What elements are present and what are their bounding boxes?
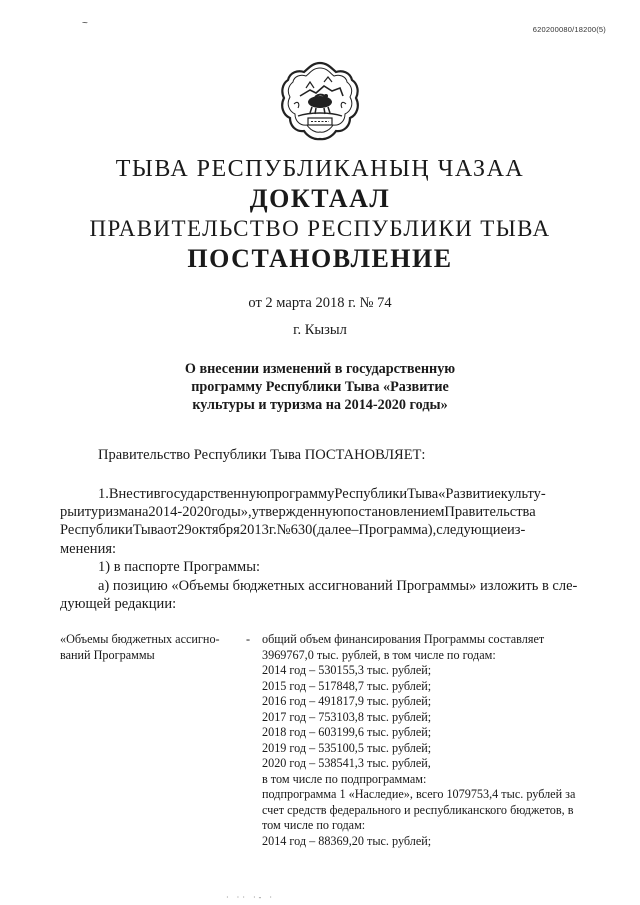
paragraph-line: 1.ВнестивгосударственнуюпрограммуРеспубликиТыва«Развитиекульту-: [98, 486, 546, 502]
financing-year-line: 2015 год – 517848,7 тыс. рублей;: [262, 678, 432, 693]
header-doktaal: ДОКТААЛ: [249, 184, 391, 213]
decree-date: от 2 марта 2018 г. № 74: [248, 295, 392, 311]
financing-line: 3969767,0 тыс. рублей, в том числе по годам:: [262, 647, 496, 662]
header-government-tuva: ПРАВИТЕЛЬСТВО РЕСПУБЛИКИ ТЫВА: [89, 216, 551, 241]
table-left-line: ваний Программы: [60, 647, 155, 662]
scan-marks: · ·· ·- ·: [226, 893, 275, 902]
financing-year-line: 2017 год – 753103,8 тыс. рублей;: [262, 709, 432, 724]
financing-year-line: 2018 год – 603199,6 тыс. рублей;: [262, 725, 432, 739]
financing-year-line: 2019 год – 535100,5 тыс. рублей;: [262, 740, 432, 755]
title-line: программу Республики Тыва «Развитие: [191, 379, 449, 395]
paragraph-line: дующей редакции:: [60, 596, 177, 613]
table-left-line: «Объемы бюджетных ассигно-: [60, 632, 220, 646]
paragraph-line: РеспубликиТываот29октября2013г.№630(далее–Программа),следующиеиз-: [60, 522, 526, 539]
header-postanovlenie: ПОСТАНОВЛЕНИЕ: [187, 244, 453, 273]
decree-title: [0, 360, 640, 414]
paragraph-line: рыитуризмана2014-2020годы»,утвержденнуюпостановлениемПравительства: [60, 504, 536, 521]
financing-year-line: 2016 год – 491817,9 тыс. рублей;: [262, 694, 432, 708]
scan-speck: ~: [82, 18, 88, 29]
title-line: О внесении изменений в государственную: [184, 361, 456, 377]
financing-year-line: 2014 год – 88369,20 тыс. рублей;: [262, 833, 432, 848]
subprogram-line: подпрограмма 1 «Наследие», всего 1079753,4 тыс. рублей за: [262, 787, 576, 801]
subitem-a-paragraph: [60, 577, 612, 613]
title-line: культуры и туризма на 2014-2020 годы»: [192, 397, 448, 413]
government-decrees: Правительство Республики Тыва ПОСТАНОВЛЯЕТ:: [98, 447, 426, 463]
document-id: 620200080/18200(5): [532, 25, 606, 34]
financing-line: в том числе по подпрограммам:: [262, 771, 427, 786]
subprogram-line: счет средств федерального и республиканского бюджетов, в: [262, 802, 574, 817]
paragraph-line: менения:: [60, 540, 117, 557]
table-position-name: [60, 632, 240, 663]
financing-total-line: общий объем финансирования Программы составляет: [262, 632, 545, 646]
table-position-value: [262, 632, 612, 849]
item-1-paragraph: [60, 485, 612, 558]
header-tyva-government: ТЫВА РЕСПУБЛИКАНЫҢ ЧАЗАА: [115, 156, 525, 182]
paragraph-line: а) позицию «Объемы бюджетных ассигнований Программы» изложить в сле-: [98, 578, 578, 594]
financing-year-line: 2014 год – 530155,3 тыс. рублей;: [262, 663, 432, 677]
subitem-1-passport: 1) в паспорте Программы:: [98, 559, 260, 575]
decree-city: г. Кызыл: [293, 322, 347, 338]
table-dash: -: [246, 632, 251, 646]
financing-line: том числе по годам:: [262, 818, 366, 832]
tuva-coat-of-arms-icon: [280, 60, 360, 142]
financing-year-line: 2020 год – 538541,3 тыс. рублей,: [262, 756, 431, 770]
